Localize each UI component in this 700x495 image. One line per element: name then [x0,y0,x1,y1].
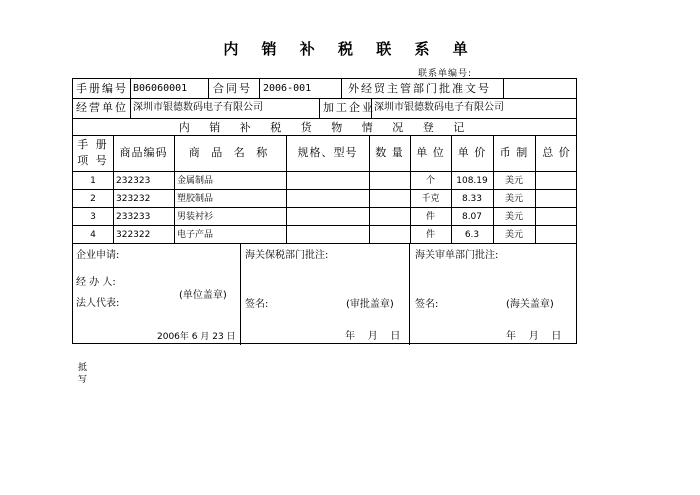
bonded-dept-label: 海关保税部门批注: [245,250,329,261]
col-divider [409,243,410,345]
contact-number-label: 联系单编号: [418,69,473,79]
row-divider [73,135,576,136]
row-no: 3 [90,212,96,222]
header-price: 单 价 [457,146,487,159]
operator-label: 经营单位 [76,101,128,114]
handbook-label: 手册编号 [76,82,128,95]
row-divider [73,243,576,244]
header-qty: 数 量 [375,146,404,159]
header-name: 商 品 名 称 [188,146,272,159]
processor-value: 深圳市银德数码电子有限公司 [374,102,504,113]
contract-value: 2006-001 [263,83,312,94]
row-name: 电子产品 [177,230,214,240]
row-unit: 个 [425,176,435,186]
row-divider [73,98,576,99]
row-currency: 美元 [504,212,523,222]
review-dept-label: 海关审单部门批注: [415,250,499,261]
approval-label: 外经贸主管部门批准文号 [348,82,491,95]
row-name: 塑胶制品 [177,194,214,204]
customs-seal-label: (海关盖章) [506,299,554,310]
col-divider [208,79,209,98]
row-divider [73,207,576,208]
approval-seal-label: (审批盖章) [346,299,394,310]
header-currency: 币 制 [499,146,529,159]
goods-section-title: 内 销 补 税 货 物 情 况 登 记 [178,121,473,134]
contract-label: 合同号 [213,82,252,95]
operator-value: 深圳市银德数码电子有限公司 [133,102,263,113]
col-divider [503,79,504,98]
row-code: 232323 [116,176,151,186]
header-spec: 规格、型号 [297,146,358,159]
header-total: 总 价 [542,146,571,159]
page-title: 内 销 补 税 联 系 单 [223,40,477,58]
row-price: 6.3 [464,230,480,240]
sign-label-1: 签名: [245,299,269,310]
row-price: 108.19 [456,176,488,186]
row-divider [73,171,576,172]
row-divider [73,189,576,190]
legal-rep-label: 法人代表: [76,298,120,309]
handbook-value: B06060001 [133,83,188,94]
row-code: 233233 [116,212,151,222]
row-name: 金属制品 [177,176,214,186]
sign-label-2: 签名: [415,299,439,310]
row-divider [73,225,576,226]
col-divider [130,98,131,118]
row-no: 1 [90,176,96,186]
unit-seal-label: (单位盖章) [179,290,227,301]
row-code: 322322 [116,230,151,240]
col-divider [130,79,131,98]
review-date-blank: 年 月 日 [506,331,562,342]
header-unit: 单 位 [416,146,445,159]
header-item-no-line1: 手 册 [77,138,109,151]
row-code: 323232 [116,194,151,204]
row-currency: 美元 [504,194,523,204]
approval-date-blank: 年 月 日 [345,331,401,342]
row-unit: 件 [425,230,435,240]
row-unit: 千克 [421,194,440,204]
row-name: 男装衬衫 [177,212,214,222]
header-item-no-line2: 项 号 [77,154,109,167]
header-code: 商品编码 [119,146,168,159]
side-note: 抵写 [78,363,88,385]
col-divider [341,79,342,98]
handler-label: 经 办 人: [76,277,116,288]
row-currency: 美元 [504,230,523,240]
row-currency: 美元 [504,176,523,186]
enterprise-apply-label: 企业申请: [76,250,120,261]
application-date: 2006年 6 月 23 日 [157,332,236,342]
row-divider [73,118,576,119]
row-no: 4 [90,230,96,240]
row-price: 8.33 [461,194,483,204]
row-price: 8.07 [461,212,483,222]
col-divider [259,79,260,98]
processor-label: 加工企业 [323,101,375,114]
col-divider [240,243,241,345]
row-no: 2 [90,194,96,204]
contact-form [72,78,577,344]
col-divider [319,98,320,118]
row-unit: 件 [425,212,435,222]
